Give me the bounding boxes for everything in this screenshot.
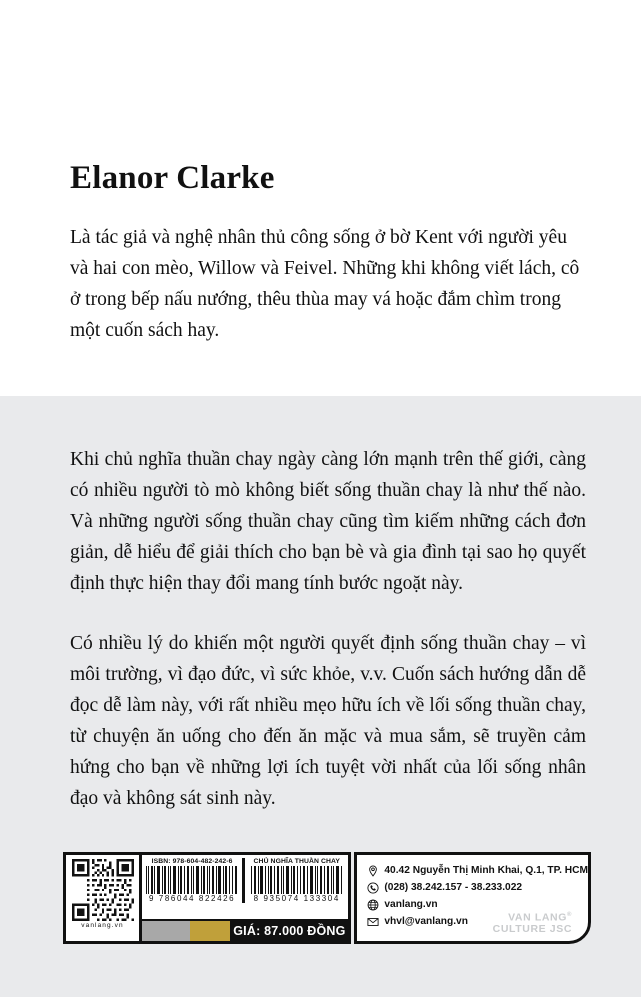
barcode-box — [63, 852, 351, 944]
watermark-line-2: CULTURE JSC — [492, 923, 572, 935]
isbn-label: ISBN: 978-604-482-242-6 — [151, 858, 233, 865]
qr-cell — [66, 855, 142, 941]
publisher-watermark — [493, 909, 572, 936]
price-tag: GIÁ: 87.000 ĐỒNG — [230, 921, 348, 941]
publisher-email: vhvl@vanlang.vn — [384, 916, 468, 927]
registered-mark: ® — [566, 911, 572, 918]
product-digits: 8 935074 133304 — [253, 894, 340, 903]
barcode-bars-icon — [145, 866, 239, 894]
isbn-digits: 9 786044 822426 — [148, 894, 236, 903]
qr-caption: vanlang.vn — [81, 922, 124, 929]
envelope-icon — [367, 916, 379, 928]
publisher-website: vanlang.vn — [384, 899, 438, 910]
watermark-line-1: VAN LANG® — [508, 911, 572, 923]
isbn-barcode — [142, 858, 245, 903]
blurb-paragraph-1: Khi chủ nghĩa thuần chay ngày càng lớn mạnh trên thế giới, càng có nhiều người tò mò không biết sống thuần chay là như thế nào. Và những người sống thuần chay cũng tìm kiếm những cách đơn giản, dễ hiểu để giải thích cho bạn bè và gia đình tại sao họ quyết định thực hiện thay đổi mang tính bước ngoặt này. — [70, 449, 586, 594]
qr-code-icon — [72, 859, 134, 921]
codes-cell — [142, 855, 348, 941]
price-row — [142, 919, 348, 941]
footer-strip — [63, 852, 591, 944]
author-bio-text: Là tác giả và nghệ nhân thủ công sống ở bờ Kent với người yêu và hai con mèo, Willow và Feivel. Những khi không viết lách, cô ở trong bếp nấu nướng, thêu thùa may vá hoặc đắm chìm trong một cuốn sách hay. — [70, 227, 580, 341]
publisher-address: 40.42 Nguyễn Thị Minh Khai, Q.1, TP. HCM — [384, 865, 588, 876]
phone-icon — [367, 882, 379, 894]
barcode-bars-icon — [250, 866, 344, 894]
location-pin-icon — [367, 865, 379, 877]
codes-row — [142, 855, 348, 919]
product-barcode — [245, 858, 348, 903]
author-name: Elanor Clarke — [70, 160, 275, 196]
publisher-phone: (028) 38.242.157 - 38.233.022 — [384, 882, 523, 893]
publisher-address-line — [367, 862, 588, 879]
price-gold-band — [190, 921, 230, 941]
globe-icon — [367, 899, 379, 911]
publisher-box — [354, 852, 591, 944]
author-section — [0, 0, 641, 396]
blurb-paragraph-2: Có nhiều lý do khiến một người quyết định sống thuần chay – vì môi trường, vì đạo đức, vì sức khỏe, v.v. Cuốn sách hướng dẫn dễ đọc dễ làm này, với rất nhiều mẹo hữu ích về lối sống thuần chay, từ chuyện ăn uống cho đến ăn mặc và mua sắm, sẽ truyền cảm hứng cho bạn về những lợi ích tuyệt vời nhất của lối sống nhân đạo và không sát sinh này. — [70, 633, 586, 809]
price-gray-band — [142, 921, 190, 941]
product-label: CHỦ NGHĨA THUẦN CHAY — [253, 858, 341, 865]
publisher-phone-line — [367, 879, 588, 896]
